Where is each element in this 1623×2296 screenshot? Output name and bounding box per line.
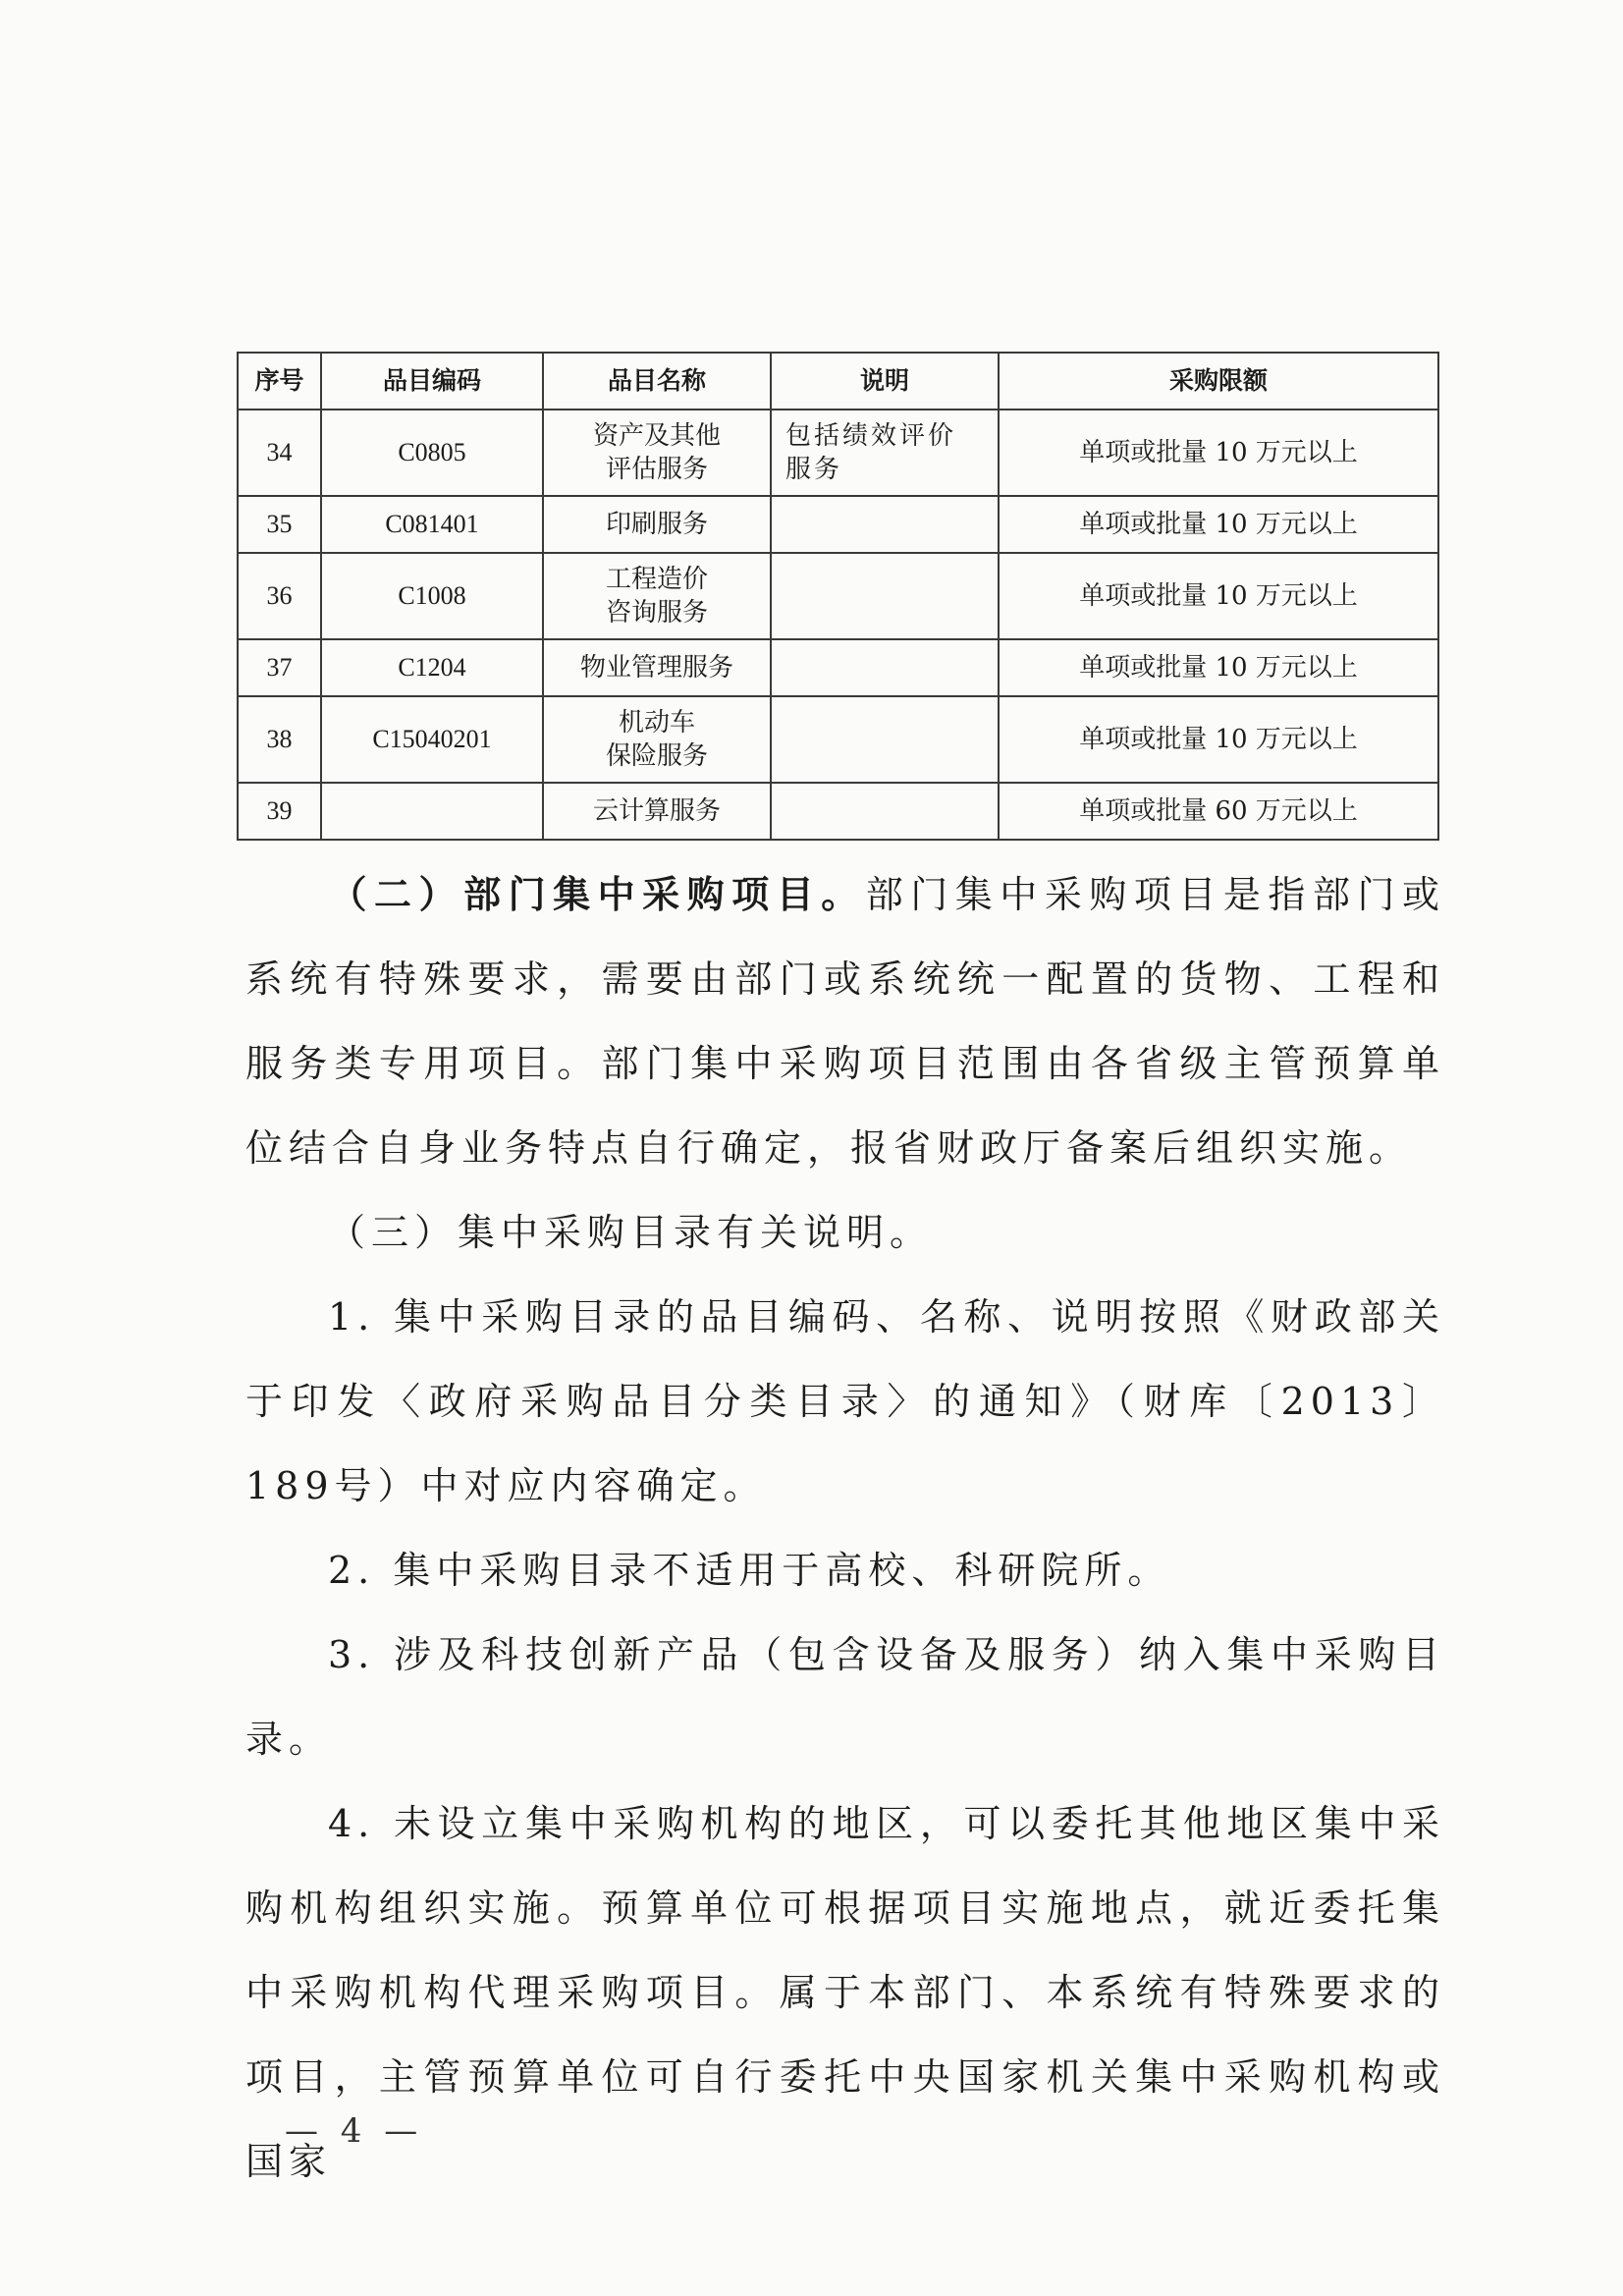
paragraph-section-three [245,1190,1445,1275]
cell-code: C0805 [321,410,543,496]
cell-name-line: 咨询服务 [605,598,708,628]
cell-name [543,410,771,496]
cell-note [771,410,999,496]
cell-name-line: 资产及其他 [592,421,721,451]
paragraph-department-procurement [245,852,1445,1190]
paragraph-heading: （二）部门集中采购项目。 [328,872,866,916]
table-header-row [238,353,1438,410]
cell-name [543,496,771,553]
cell-name-line: 评估服务 [605,455,708,484]
cell-limit: 单项或批量 10 万元以上 [999,639,1438,696]
table-row [238,496,1438,553]
paragraph-item-4 [245,1781,1445,2204]
cell-note [771,639,999,696]
paragraph-item-3 [245,1613,1445,1781]
cell-note [771,696,999,783]
cell-note [771,496,999,553]
cell-name-line: 保险服务 [605,741,708,771]
header-name: 品目名称 [543,353,771,410]
table-row [238,639,1438,696]
paragraph-text: （三）集中采购目录有关说明。 [328,1211,934,1254]
header-limit: 采购限额 [999,353,1438,410]
cell-name-line: 机动车 [618,708,695,738]
procurement-catalog-table [237,352,1439,841]
cell-code [321,783,543,840]
cell-note-line: 服务 [785,455,843,484]
cell-limit: 单项或批量 10 万元以上 [999,553,1438,639]
cell-name-line: 云计算服务 [592,796,721,826]
cell-code: C1204 [321,639,543,696]
table-row [238,410,1438,496]
header-note: 说明 [771,353,999,410]
cell-limit: 单项或批量 10 万元以上 [999,496,1438,553]
cell-name-line: 印刷服务 [605,510,708,539]
paragraph-text: 1. 集中采购目录的品目编码、名称、说明按照《财政部关于印发〈政府采购品目分类目录〉的通知》（财库〔2013〕189号）中对应内容确定。 [245,1295,1445,1507]
paragraph-item-2 [245,1528,1445,1613]
cell-name [543,639,771,696]
cell-limit: 单项或批量 10 万元以上 [999,696,1438,783]
cell-limit: 单项或批量 60 万元以上 [999,783,1438,840]
cell-name-line: 物业管理服务 [579,653,733,683]
header-seq: 序号 [238,353,321,410]
paragraph-text: 4. 未设立集中采购机构的地区，可以委托其他地区集中采购机构组织实施。预算单位可根据项目实施地点，就近委托集中采购机构代理采购项目。属于本部门、本系统有特殊要求的项目，主管预算单位可自行委托中央国家机关集中采购机构或国家 [245,1802,1445,2183]
table-row [238,783,1438,840]
cell-code: C081401 [321,496,543,553]
header-code: 品目编码 [321,353,543,410]
cell-seq: 36 [238,553,321,639]
cell-note-line: 包括绩效评价 [785,421,957,451]
paragraph-item-1 [245,1275,1445,1528]
page-number: — 4 — [285,2111,424,2151]
cell-seq: 38 [238,696,321,783]
cell-seq: 34 [238,410,321,496]
cell-note [771,783,999,840]
cell-seq: 35 [238,496,321,553]
cell-seq: 39 [238,783,321,840]
cell-code: C1008 [321,553,543,639]
cell-seq: 37 [238,639,321,696]
cell-name [543,696,771,783]
cell-name [543,553,771,639]
paragraph-text: 3. 涉及科技创新产品（包含设备及服务）纳入集中采购目录。 [245,1633,1445,1761]
cell-note [771,553,999,639]
paragraph-text: 部门集中采购项目是指部门或系统有特殊要求，需要由部门或系统统一配置的货物、工程和服务类专用项目。部门集中采购项目范围由各省级主管预算单位结合自身业务特点自行确定，报省财政厅备案后组织实施。 [245,873,1445,1170]
table-row [238,553,1438,639]
table-row [238,696,1438,783]
paragraph-text: 2. 集中采购目录不适用于高校、科研院所。 [328,1549,1171,1592]
cell-name [543,783,771,840]
cell-name-line: 工程造价 [605,565,708,594]
cell-code: C15040201 [321,696,543,783]
cell-limit: 单项或批量 10 万元以上 [999,410,1438,496]
